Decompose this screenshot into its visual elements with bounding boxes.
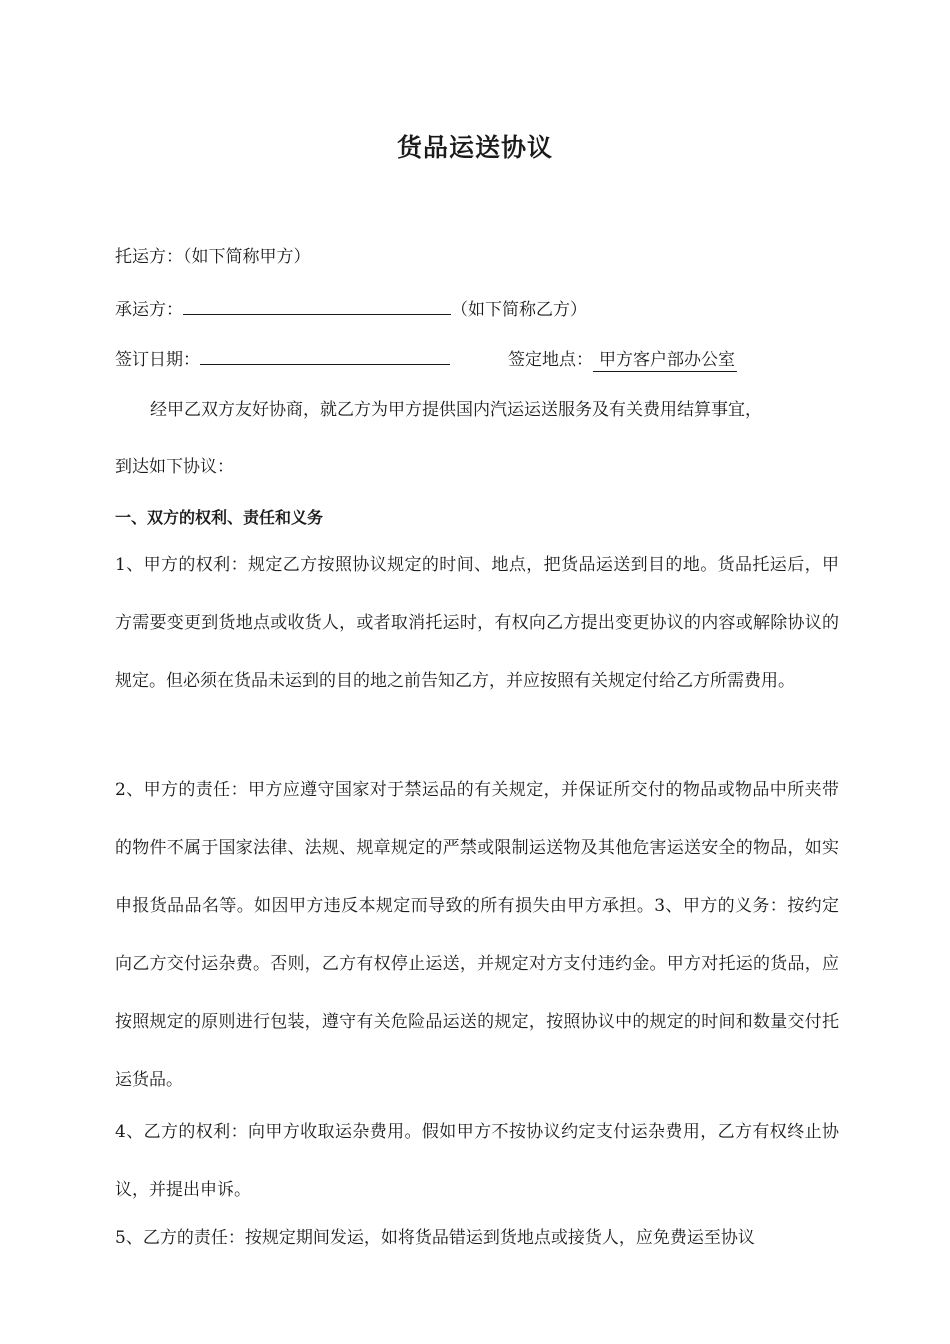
- carrier-line: [115, 296, 587, 322]
- sign-date-label: 签订日期：: [115, 350, 200, 370]
- carrier-blank: [183, 296, 451, 315]
- clause-4: 4、乙方的权利：向甲方收取运杂费用。假如甲方不按协议约定支付运杂费用，乙方有权终止协议，并提出申诉。: [115, 1122, 839, 1200]
- clause-1: 1、甲方的权利：规定乙方按照协议规定的时间、地点，把货品运送到目的地。货品托运后，甲方需要变更到货地点或收货人，或者取消托运时，有权向乙方提出变更协议的内容或解除协议的规定。但必须在货品未运到的目的地之前告知乙方，并应按照有关规定付给乙方所需费用。: [115, 555, 839, 691]
- sign-line: [115, 346, 737, 372]
- clause-5: 5、乙方的责任：按规定期间发运，如将货品错运到货地点或接货人，应免费运至协议: [115, 1228, 755, 1248]
- clause-2: 2、甲方的责任：甲方应遵守国家对于禁运品的有关规定，并保证所交付的物品或物品中所夹带的物件不属于国家法律、法规、规章规定的严禁或限制运送物及其他危害运送安全的物品，如实申报货品品名等。如因甲方违反本规定而导致的所有损失由甲方承担。3、甲方的义务：按约定向乙方交付运杂费。否则，乙方有权停止运送，并规定对方支付违约金。甲方对托运的货品，应按照规定的原则进行包装，遵守有关危险品运送的规定，按照协议中的规定的时间和数量交付托运货品。: [115, 780, 839, 1090]
- document-title: 货品运送协议: [396, 133, 553, 162]
- shipper-label: 托运方：（如下简称甲方）: [115, 247, 311, 267]
- carrier-suffix: （如下简称乙方）: [451, 300, 587, 320]
- sign-date-blank: [200, 346, 450, 365]
- shipper-line: [115, 245, 311, 269]
- intro-line-1: 经甲乙双方友好协商，就乙方为甲方提供国内汽运运送服务及有关费用结算事宜，: [150, 400, 762, 420]
- intro-line-2: 到达如下协议：: [115, 457, 234, 477]
- carrier-label: 承运方：: [115, 300, 183, 320]
- section-1-heading: 一、双方的权利、责任和义务: [115, 508, 324, 527]
- sign-place-value: 甲方客户部办公室: [593, 350, 737, 372]
- sign-place-label: 签定地点：: [508, 350, 593, 370]
